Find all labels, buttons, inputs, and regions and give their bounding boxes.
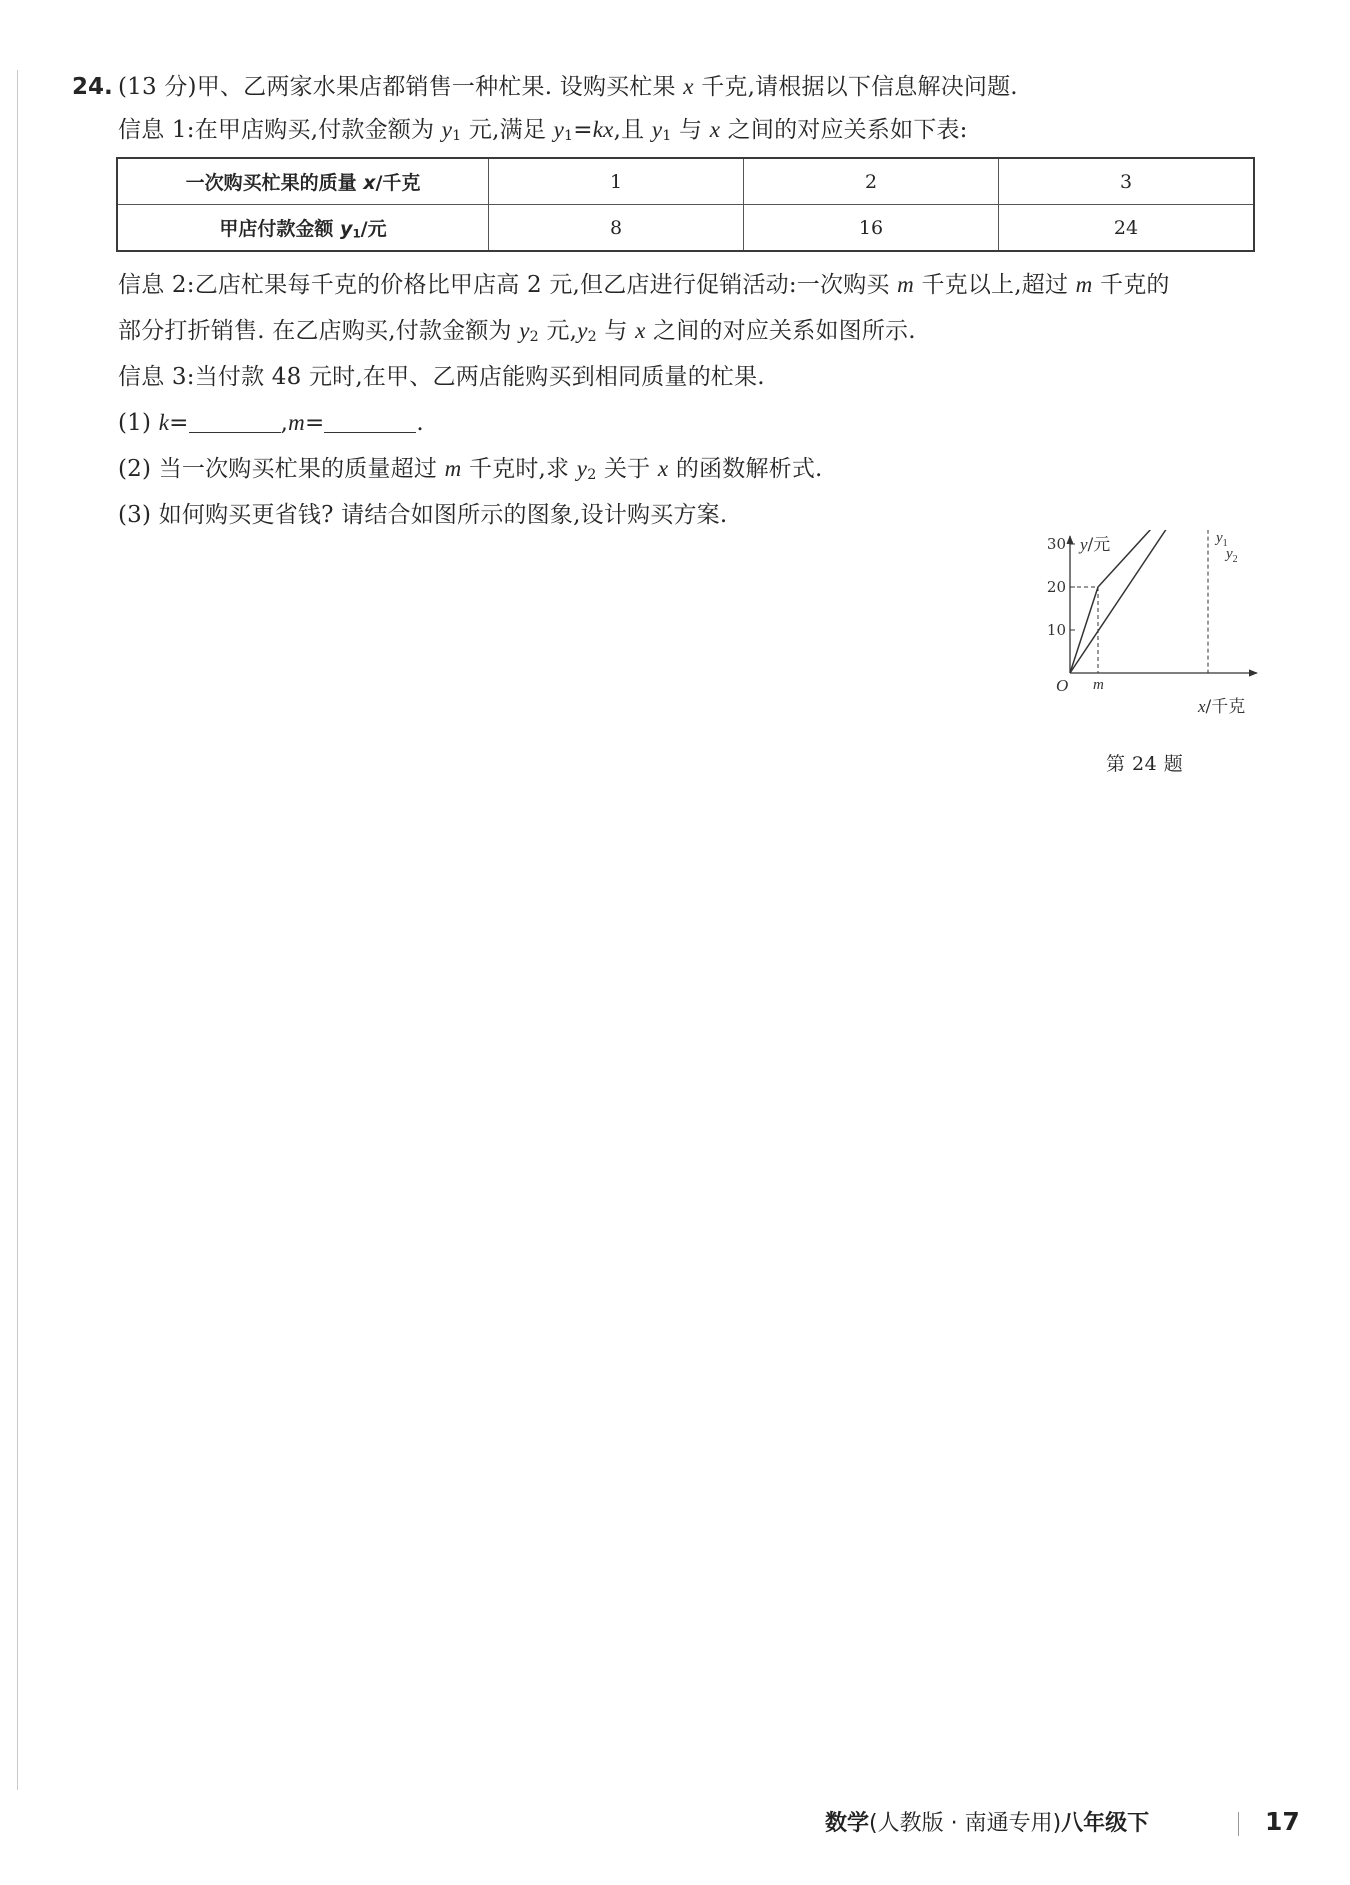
- text-segment: (13 分)甲、乙两家水果店都销售一种杧果. 设购买杧果: [118, 74, 684, 100]
- text-segment: (3) 如何购买更省钱? 请结合如图所示的图象,设计购买方案.: [118, 502, 728, 528]
- math-variable: m: [288, 410, 305, 435]
- question-stem: [118, 72, 1018, 102]
- table-cell: 16: [744, 205, 999, 252]
- math-variable: x: [657, 456, 669, 481]
- text-segment: 元,满足: [461, 117, 554, 143]
- text-segment: .: [416, 410, 424, 436]
- x-axis-unit: /千克: [1205, 697, 1246, 717]
- text-segment: /千克: [375, 172, 421, 194]
- text-segment: 之间的对应关系如下表:: [720, 117, 968, 143]
- text-segment: 与: [671, 117, 710, 143]
- table-header-amount: [117, 205, 489, 252]
- math-variable: x: [363, 172, 376, 194]
- text-segment: =: [169, 410, 189, 436]
- math-variable: y: [577, 318, 588, 343]
- math-variable: y: [441, 117, 453, 142]
- text-segment: 一次购买杧果的质量: [185, 172, 364, 194]
- subscript: 2: [587, 467, 597, 484]
- text-segment: 关于: [596, 456, 658, 482]
- subscript: 1: [662, 128, 672, 145]
- text-segment: 部分打折销售. 在乙店购买,付款金额为: [118, 318, 520, 344]
- info-2-line-2: [118, 316, 916, 352]
- text-segment: =: [304, 410, 325, 436]
- math-variable: x: [683, 74, 694, 99]
- math-variable: k: [158, 410, 170, 435]
- book-grade: 八年级下: [1061, 1811, 1150, 1836]
- table-cell: 8: [489, 205, 744, 252]
- text-segment: 千克时,求: [461, 456, 577, 482]
- table-cell: 1: [489, 158, 744, 205]
- text-segment: ,且: [613, 117, 652, 143]
- subscript: 2: [529, 329, 539, 346]
- text-segment: 信息 1:在甲店购买,付款金额为: [118, 117, 442, 143]
- price-table: [116, 157, 1255, 252]
- sub-question-3: [118, 500, 727, 530]
- text-segment: 信息 3:当付款 48 元时,在甲、乙两店能购买到相同质量的杧果.: [118, 364, 765, 390]
- math-variable: m: [444, 456, 462, 481]
- y-tick-label: 20: [1046, 578, 1066, 596]
- table-row-mass: [117, 158, 1254, 205]
- text-segment: (1): [118, 410, 159, 436]
- y-axis-variable: y: [1080, 535, 1088, 554]
- series-label-y2: $y_2$: [1226, 546, 1238, 565]
- table-header-mass: [117, 158, 489, 205]
- subscript: 2: [587, 329, 597, 346]
- math-variable: y: [553, 117, 564, 142]
- table-cell: 24: [999, 205, 1255, 252]
- answer-blank: [189, 412, 281, 433]
- math-variable: x: [709, 117, 721, 142]
- book-subject: 数学: [825, 1811, 870, 1836]
- table-cell: 2: [744, 158, 999, 205]
- text-segment: 千克的: [1092, 272, 1170, 298]
- text-segment: ,: [280, 410, 289, 436]
- y-axis-label: [1078, 535, 1110, 555]
- subscript: 1: [352, 226, 361, 241]
- text-segment: 与: [596, 318, 636, 344]
- x-tick-label: m: [1093, 677, 1104, 693]
- text-segment: 之间的对应关系如图所示.: [645, 318, 916, 344]
- subscript: 1: [563, 128, 574, 145]
- text-segment: =: [573, 117, 593, 143]
- math-variable: y: [340, 218, 353, 240]
- question-number: 24.: [72, 74, 113, 100]
- series-label-y1: $y_1$: [1216, 530, 1228, 549]
- origin-label: O: [1056, 676, 1069, 695]
- y-tick-label: 30: [1046, 535, 1066, 553]
- book-title: [825, 1810, 1149, 1838]
- figure-caption: 第 24 题: [1106, 753, 1184, 775]
- math-variable: y: [576, 456, 588, 481]
- book-edition: (人教版 · 南通专用): [869, 1811, 1062, 1836]
- text-segment: (2) 当一次购买杧果的质量超过: [118, 456, 445, 482]
- sub-question-2: [118, 454, 823, 490]
- table-row-amount: [117, 205, 1254, 252]
- x-axis-variable: x: [1198, 697, 1206, 716]
- text-segment: 元,: [538, 318, 578, 344]
- table-cell: 3: [999, 158, 1255, 205]
- text-segment: 千克以上,超过: [913, 272, 1076, 298]
- subscript: 1: [452, 128, 462, 145]
- text-segment: /元: [360, 218, 387, 240]
- math-variable: y: [651, 117, 663, 142]
- info-3: [118, 362, 765, 392]
- text-segment: 千克,请根据以下信息解决问题.: [693, 74, 1018, 100]
- text-segment: 甲店付款金额: [219, 218, 341, 240]
- text-segment: 的函数解析式.: [668, 456, 823, 482]
- series-label-subscript: 1: [1222, 538, 1228, 549]
- math-variable: y: [519, 318, 530, 343]
- y-axis-unit: /元: [1087, 535, 1111, 555]
- graph-svg: [1020, 530, 1290, 750]
- math-variable: kx: [592, 117, 614, 142]
- series-label-subscript: 2: [1232, 554, 1238, 565]
- margin-rule: [17, 70, 18, 1790]
- footer-separator: [1238, 1812, 1239, 1836]
- text-segment: 信息 2:乙店杧果每千克的价格比甲店高 2 元,但乙店进行促销活动:一次购买: [118, 272, 898, 298]
- x-axis-label: [1197, 697, 1245, 717]
- page-number: 17: [1265, 1807, 1300, 1836]
- info-1: [118, 115, 968, 151]
- answer-blank: [324, 412, 416, 433]
- math-variable: m: [1075, 272, 1093, 297]
- function-graph: [1020, 530, 1290, 750]
- math-variable: x: [635, 318, 646, 343]
- info-2-line-1: [118, 270, 1170, 300]
- sub-question-1: [118, 408, 424, 438]
- y-tick-label: 10: [1046, 621, 1066, 639]
- math-variable: m: [897, 272, 914, 297]
